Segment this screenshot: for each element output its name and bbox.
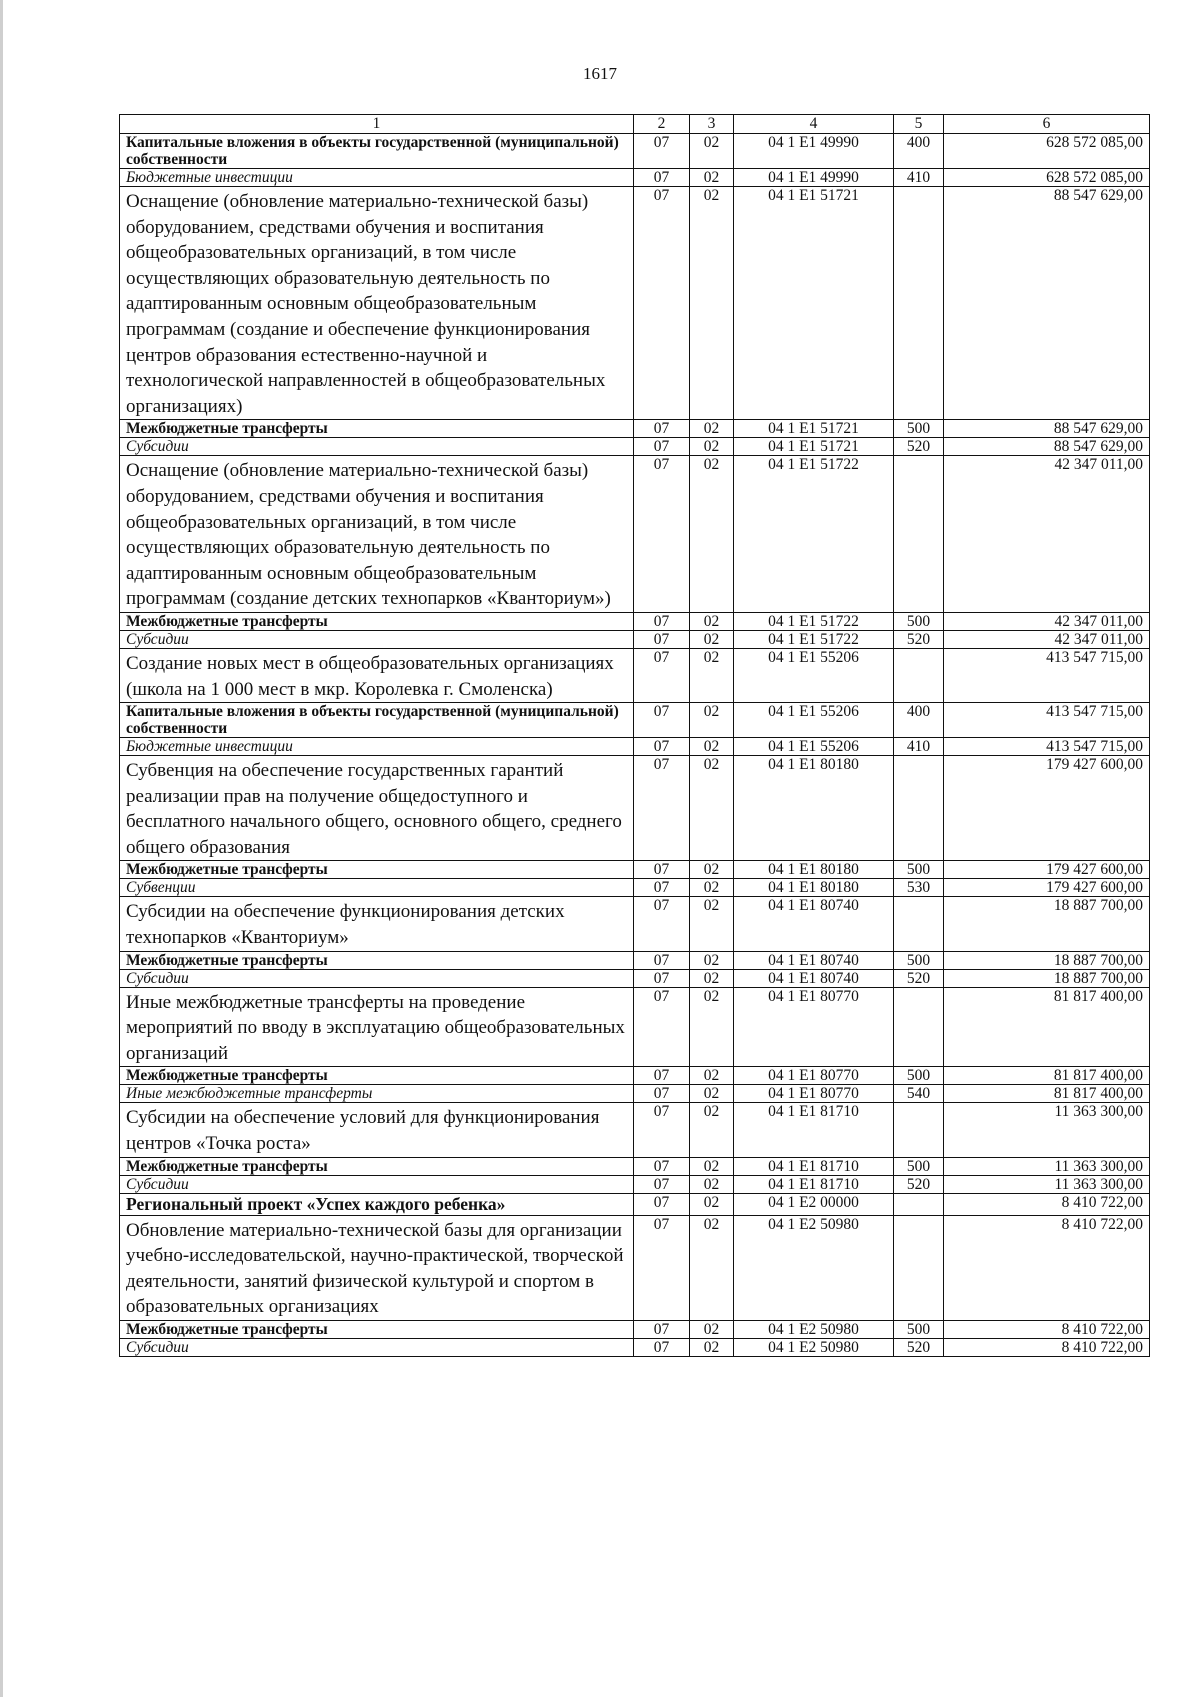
table-row	[120, 861, 1150, 879]
table-row	[120, 1085, 1150, 1103]
section-code-cell: 07	[634, 951, 690, 969]
section-code-cell: 07	[634, 1085, 690, 1103]
amount-cell: 413 547 715,00	[944, 738, 1150, 756]
subsection-code-cell: 02	[690, 1157, 734, 1175]
expense-type-cell	[894, 456, 944, 613]
target-article-cell: 04 1 E1 49990	[734, 134, 894, 169]
subsection-code-cell: 02	[690, 438, 734, 456]
target-article-cell: 04 1 E1 80180	[734, 756, 894, 861]
amount-cell: 42 347 011,00	[944, 456, 1150, 613]
subsection-code-cell: 02	[690, 1103, 734, 1157]
expense-type-cell: 410	[894, 738, 944, 756]
subsection-code-cell: 02	[690, 987, 734, 1067]
row-name-cell: Субсидии на обеспечение условий для функционирования центров «Точка роста»	[120, 1103, 634, 1157]
expense-type-cell: 500	[894, 861, 944, 879]
expense-type-cell: 520	[894, 969, 944, 987]
section-code-cell: 07	[634, 612, 690, 630]
subsection-code-cell: 02	[690, 879, 734, 897]
target-article-cell: 04 1 E1 80770	[734, 1067, 894, 1085]
budget-table	[119, 114, 1150, 1357]
table-row	[120, 897, 1150, 951]
row-name-cell: Бюджетные инвестиции	[120, 738, 634, 756]
section-code-cell: 07	[634, 630, 690, 648]
expense-type-cell	[894, 648, 944, 702]
target-article-cell: 04 1 E1 80740	[734, 969, 894, 987]
section-code-cell: 07	[634, 703, 690, 738]
section-code-cell: 07	[634, 987, 690, 1067]
expense-type-cell: 410	[894, 169, 944, 187]
row-name-cell: Межбюджетные трансферты	[120, 612, 634, 630]
amount-cell: 88 547 629,00	[944, 420, 1150, 438]
row-name-cell: Субсидии	[120, 630, 634, 648]
section-code-cell: 07	[634, 438, 690, 456]
target-article-cell: 04 1 E1 81710	[734, 1175, 894, 1193]
target-article-cell: 04 1 E2 50980	[734, 1339, 894, 1357]
subsection-code-cell: 02	[690, 630, 734, 648]
table-header-row	[120, 115, 1150, 134]
row-name-cell: Субвенция на обеспечение государственных гарантий реализации прав на получение общедоступного и бесплатного начального общего, основного общего, среднего общего образования	[120, 756, 634, 861]
target-article-cell: 04 1 E1 55206	[734, 648, 894, 702]
section-code-cell: 07	[634, 648, 690, 702]
subsection-code-cell: 02	[690, 612, 734, 630]
target-article-cell: 04 1 E1 80740	[734, 897, 894, 951]
amount-cell: 18 887 700,00	[944, 897, 1150, 951]
section-code-cell: 07	[634, 169, 690, 187]
section-code-cell: 07	[634, 1339, 690, 1357]
amount-cell: 413 547 715,00	[944, 648, 1150, 702]
amount-cell: 81 817 400,00	[944, 1067, 1150, 1085]
subsection-code-cell: 02	[690, 1321, 734, 1339]
expense-type-cell: 500	[894, 612, 944, 630]
subsection-code-cell: 02	[690, 420, 734, 438]
table-row	[120, 951, 1150, 969]
section-code-cell: 07	[634, 738, 690, 756]
subsection-code-cell: 02	[690, 861, 734, 879]
subsection-code-cell: 02	[690, 1067, 734, 1085]
target-article-cell: 04 1 E1 55206	[734, 703, 894, 738]
section-code-cell: 07	[634, 1103, 690, 1157]
row-name-cell: Субвенции	[120, 879, 634, 897]
table-row	[120, 420, 1150, 438]
expense-type-cell: 500	[894, 1157, 944, 1175]
expense-type-cell	[894, 187, 944, 420]
row-name-cell: Оснащение (обновление материально-технической базы) оборудованием, средствами обучения и воспитания общеобразовательных организаций, в том числе осуществляющих образовательную деятельность по адаптированным основным общеобразовательным программам (создание и обеспечение функционирования центров образования естественно-научной и технологической направленностей в общеобразовательных организациях)	[120, 187, 634, 420]
section-code-cell: 07	[634, 1157, 690, 1175]
target-article-cell: 04 1 E1 51721	[734, 187, 894, 420]
amount-cell: 179 427 600,00	[944, 861, 1150, 879]
row-name-cell: Иные межбюджетные трансферты	[120, 1085, 634, 1103]
amount-cell: 18 887 700,00	[944, 951, 1150, 969]
subsection-code-cell: 02	[690, 738, 734, 756]
amount-cell: 8 410 722,00	[944, 1339, 1150, 1357]
subsection-code-cell: 02	[690, 134, 734, 169]
section-code-cell: 07	[634, 969, 690, 987]
expense-type-cell	[894, 1215, 944, 1320]
amount-cell: 413 547 715,00	[944, 703, 1150, 738]
row-name-cell: Иные межбюджетные трансферты на проведение мероприятий по вводу в эксплуатацию общеобразовательных организаций	[120, 987, 634, 1067]
row-name-cell: Межбюджетные трансферты	[120, 861, 634, 879]
table-row	[120, 456, 1150, 613]
row-name-cell: Межбюджетные трансферты	[120, 420, 634, 438]
subsection-code-cell: 02	[690, 703, 734, 738]
table-row	[120, 1103, 1150, 1157]
subsection-code-cell: 02	[690, 456, 734, 613]
amount-cell: 628 572 085,00	[944, 169, 1150, 187]
expense-type-cell	[894, 756, 944, 861]
expense-type-cell: 500	[894, 420, 944, 438]
column-header: 1	[120, 115, 634, 134]
row-name-cell: Субсидии на обеспечение функционирования детских технопарков «Кванториум»	[120, 897, 634, 951]
expense-type-cell: 520	[894, 630, 944, 648]
section-code-cell: 07	[634, 861, 690, 879]
subsection-code-cell: 02	[690, 169, 734, 187]
target-article-cell: 04 1 E2 50980	[734, 1215, 894, 1320]
expense-type-cell: 520	[894, 438, 944, 456]
column-header: 4	[734, 115, 894, 134]
target-article-cell: 04 1 E1 80180	[734, 861, 894, 879]
amount-cell: 179 427 600,00	[944, 756, 1150, 861]
subsection-code-cell: 02	[690, 969, 734, 987]
expense-type-cell: 520	[894, 1175, 944, 1193]
section-code-cell: 07	[634, 134, 690, 169]
amount-cell: 8 410 722,00	[944, 1321, 1150, 1339]
table-row	[120, 630, 1150, 648]
table-row	[120, 1175, 1150, 1193]
section-code-cell: 07	[634, 879, 690, 897]
expense-type-cell: 500	[894, 1067, 944, 1085]
expense-type-cell	[894, 1103, 944, 1157]
target-article-cell: 04 1 E1 51721	[734, 438, 894, 456]
row-name-cell: Субсидии	[120, 1175, 634, 1193]
target-article-cell: 04 1 E1 49990	[734, 169, 894, 187]
target-article-cell: 04 1 E1 51722	[734, 456, 894, 613]
table-row	[120, 438, 1150, 456]
table-row	[120, 756, 1150, 861]
column-header: 5	[894, 115, 944, 134]
target-article-cell: 04 1 E1 80770	[734, 987, 894, 1067]
amount-cell: 628 572 085,00	[944, 134, 1150, 169]
row-name-cell: Межбюджетные трансферты	[120, 1067, 634, 1085]
expense-type-cell: 520	[894, 1339, 944, 1357]
table-row	[120, 1157, 1150, 1175]
amount-cell: 42 347 011,00	[944, 630, 1150, 648]
amount-cell: 11 363 300,00	[944, 1175, 1150, 1193]
table-row	[120, 1067, 1150, 1085]
expense-type-cell: 540	[894, 1085, 944, 1103]
amount-cell: 81 817 400,00	[944, 1085, 1150, 1103]
table-row	[120, 879, 1150, 897]
expense-type-cell: 500	[894, 951, 944, 969]
target-article-cell: 04 1 E1 51722	[734, 612, 894, 630]
table-row	[120, 738, 1150, 756]
target-article-cell: 04 1 E1 80770	[734, 1085, 894, 1103]
target-article-cell: 04 1 E1 80740	[734, 951, 894, 969]
table-row	[120, 169, 1150, 187]
subsection-code-cell: 02	[690, 187, 734, 420]
table-row	[120, 987, 1150, 1067]
subsection-code-cell: 02	[690, 951, 734, 969]
table-row	[120, 134, 1150, 169]
amount-cell: 42 347 011,00	[944, 612, 1150, 630]
expense-type-cell: 530	[894, 879, 944, 897]
section-code-cell: 07	[634, 1321, 690, 1339]
section-code-cell: 07	[634, 1193, 690, 1215]
target-article-cell: 04 1 E1 51722	[734, 630, 894, 648]
table-row	[120, 187, 1150, 420]
amount-cell: 18 887 700,00	[944, 969, 1150, 987]
section-code-cell: 07	[634, 1067, 690, 1085]
target-article-cell: 04 1 E1 80180	[734, 879, 894, 897]
amount-cell: 179 427 600,00	[944, 879, 1150, 897]
section-code-cell: 07	[634, 1215, 690, 1320]
section-code-cell: 07	[634, 897, 690, 951]
amount-cell: 8 410 722,00	[944, 1215, 1150, 1320]
table-row	[120, 1339, 1150, 1357]
row-name-cell: Региональный проект «Успех каждого ребенка»	[120, 1193, 634, 1215]
target-article-cell: 04 1 E2 00000	[734, 1193, 894, 1215]
amount-cell: 11 363 300,00	[944, 1157, 1150, 1175]
subsection-code-cell: 02	[690, 756, 734, 861]
table-row	[120, 703, 1150, 738]
target-article-cell: 04 1 E2 50980	[734, 1321, 894, 1339]
table-row	[120, 1193, 1150, 1215]
amount-cell: 8 410 722,00	[944, 1193, 1150, 1215]
target-article-cell: 04 1 E1 55206	[734, 738, 894, 756]
expense-type-cell: 400	[894, 134, 944, 169]
column-header: 6	[944, 115, 1150, 134]
section-code-cell: 07	[634, 187, 690, 420]
subsection-code-cell: 02	[690, 1175, 734, 1193]
expense-type-cell	[894, 987, 944, 1067]
expense-type-cell: 400	[894, 703, 944, 738]
section-code-cell: 07	[634, 420, 690, 438]
table-row	[120, 1321, 1150, 1339]
subsection-code-cell: 02	[690, 1193, 734, 1215]
row-name-cell: Межбюджетные трансферты	[120, 1157, 634, 1175]
target-article-cell: 04 1 E1 81710	[734, 1103, 894, 1157]
section-code-cell: 07	[634, 1175, 690, 1193]
column-header: 3	[690, 115, 734, 134]
amount-cell: 11 363 300,00	[944, 1103, 1150, 1157]
row-name-cell: Создание новых мест в общеобразовательных организациях (школа на 1 000 мест в мкр. Королевка г. Смоленска)	[120, 648, 634, 702]
row-name-cell: Бюджетные инвестиции	[120, 169, 634, 187]
row-name-cell: Обновление материально-технической базы для организации учебно-исследовательской, научно-практической, творческой деятельности, занятий физической культурой и спортом в образовательных организациях	[120, 1215, 634, 1320]
target-article-cell: 04 1 E1 81710	[734, 1157, 894, 1175]
table-row	[120, 1215, 1150, 1320]
scan-edge	[0, 0, 3, 1697]
subsection-code-cell: 02	[690, 648, 734, 702]
section-code-cell: 07	[634, 456, 690, 613]
row-name-cell: Межбюджетные трансферты	[120, 951, 634, 969]
row-name-cell: Оснащение (обновление материально-технической базы) оборудованием, средствами обучения и воспитания общеобразовательных организаций, в том числе осуществляющих образовательную деятельность по адаптированным основным общеобразовательным программам (создание детских технопарков «Кванториум»)	[120, 456, 634, 613]
budget-table-body	[120, 115, 1150, 1357]
expense-type-cell: 500	[894, 1321, 944, 1339]
table-row	[120, 969, 1150, 987]
subsection-code-cell: 02	[690, 1339, 734, 1357]
target-article-cell: 04 1 E1 51721	[734, 420, 894, 438]
row-name-cell: Межбюджетные трансферты	[120, 1321, 634, 1339]
row-name-cell: Капитальные вложения в объекты государственной (муниципальной) собственности	[120, 703, 634, 738]
column-header: 2	[634, 115, 690, 134]
page-number: 1617	[583, 64, 617, 83]
amount-cell: 81 817 400,00	[944, 987, 1150, 1067]
expense-type-cell	[894, 1193, 944, 1215]
row-name-cell: Субсидии	[120, 438, 634, 456]
table-row	[120, 612, 1150, 630]
section-code-cell: 07	[634, 756, 690, 861]
row-name-cell: Субсидии	[120, 1339, 634, 1357]
table-row	[120, 648, 1150, 702]
row-name-cell: Субсидии	[120, 969, 634, 987]
subsection-code-cell: 02	[690, 1085, 734, 1103]
subsection-code-cell: 02	[690, 1215, 734, 1320]
expense-type-cell	[894, 897, 944, 951]
subsection-code-cell: 02	[690, 897, 734, 951]
amount-cell: 88 547 629,00	[944, 438, 1150, 456]
row-name-cell: Капитальные вложения в объекты государственной (муниципальной) собственности	[120, 134, 634, 169]
amount-cell: 88 547 629,00	[944, 187, 1150, 420]
